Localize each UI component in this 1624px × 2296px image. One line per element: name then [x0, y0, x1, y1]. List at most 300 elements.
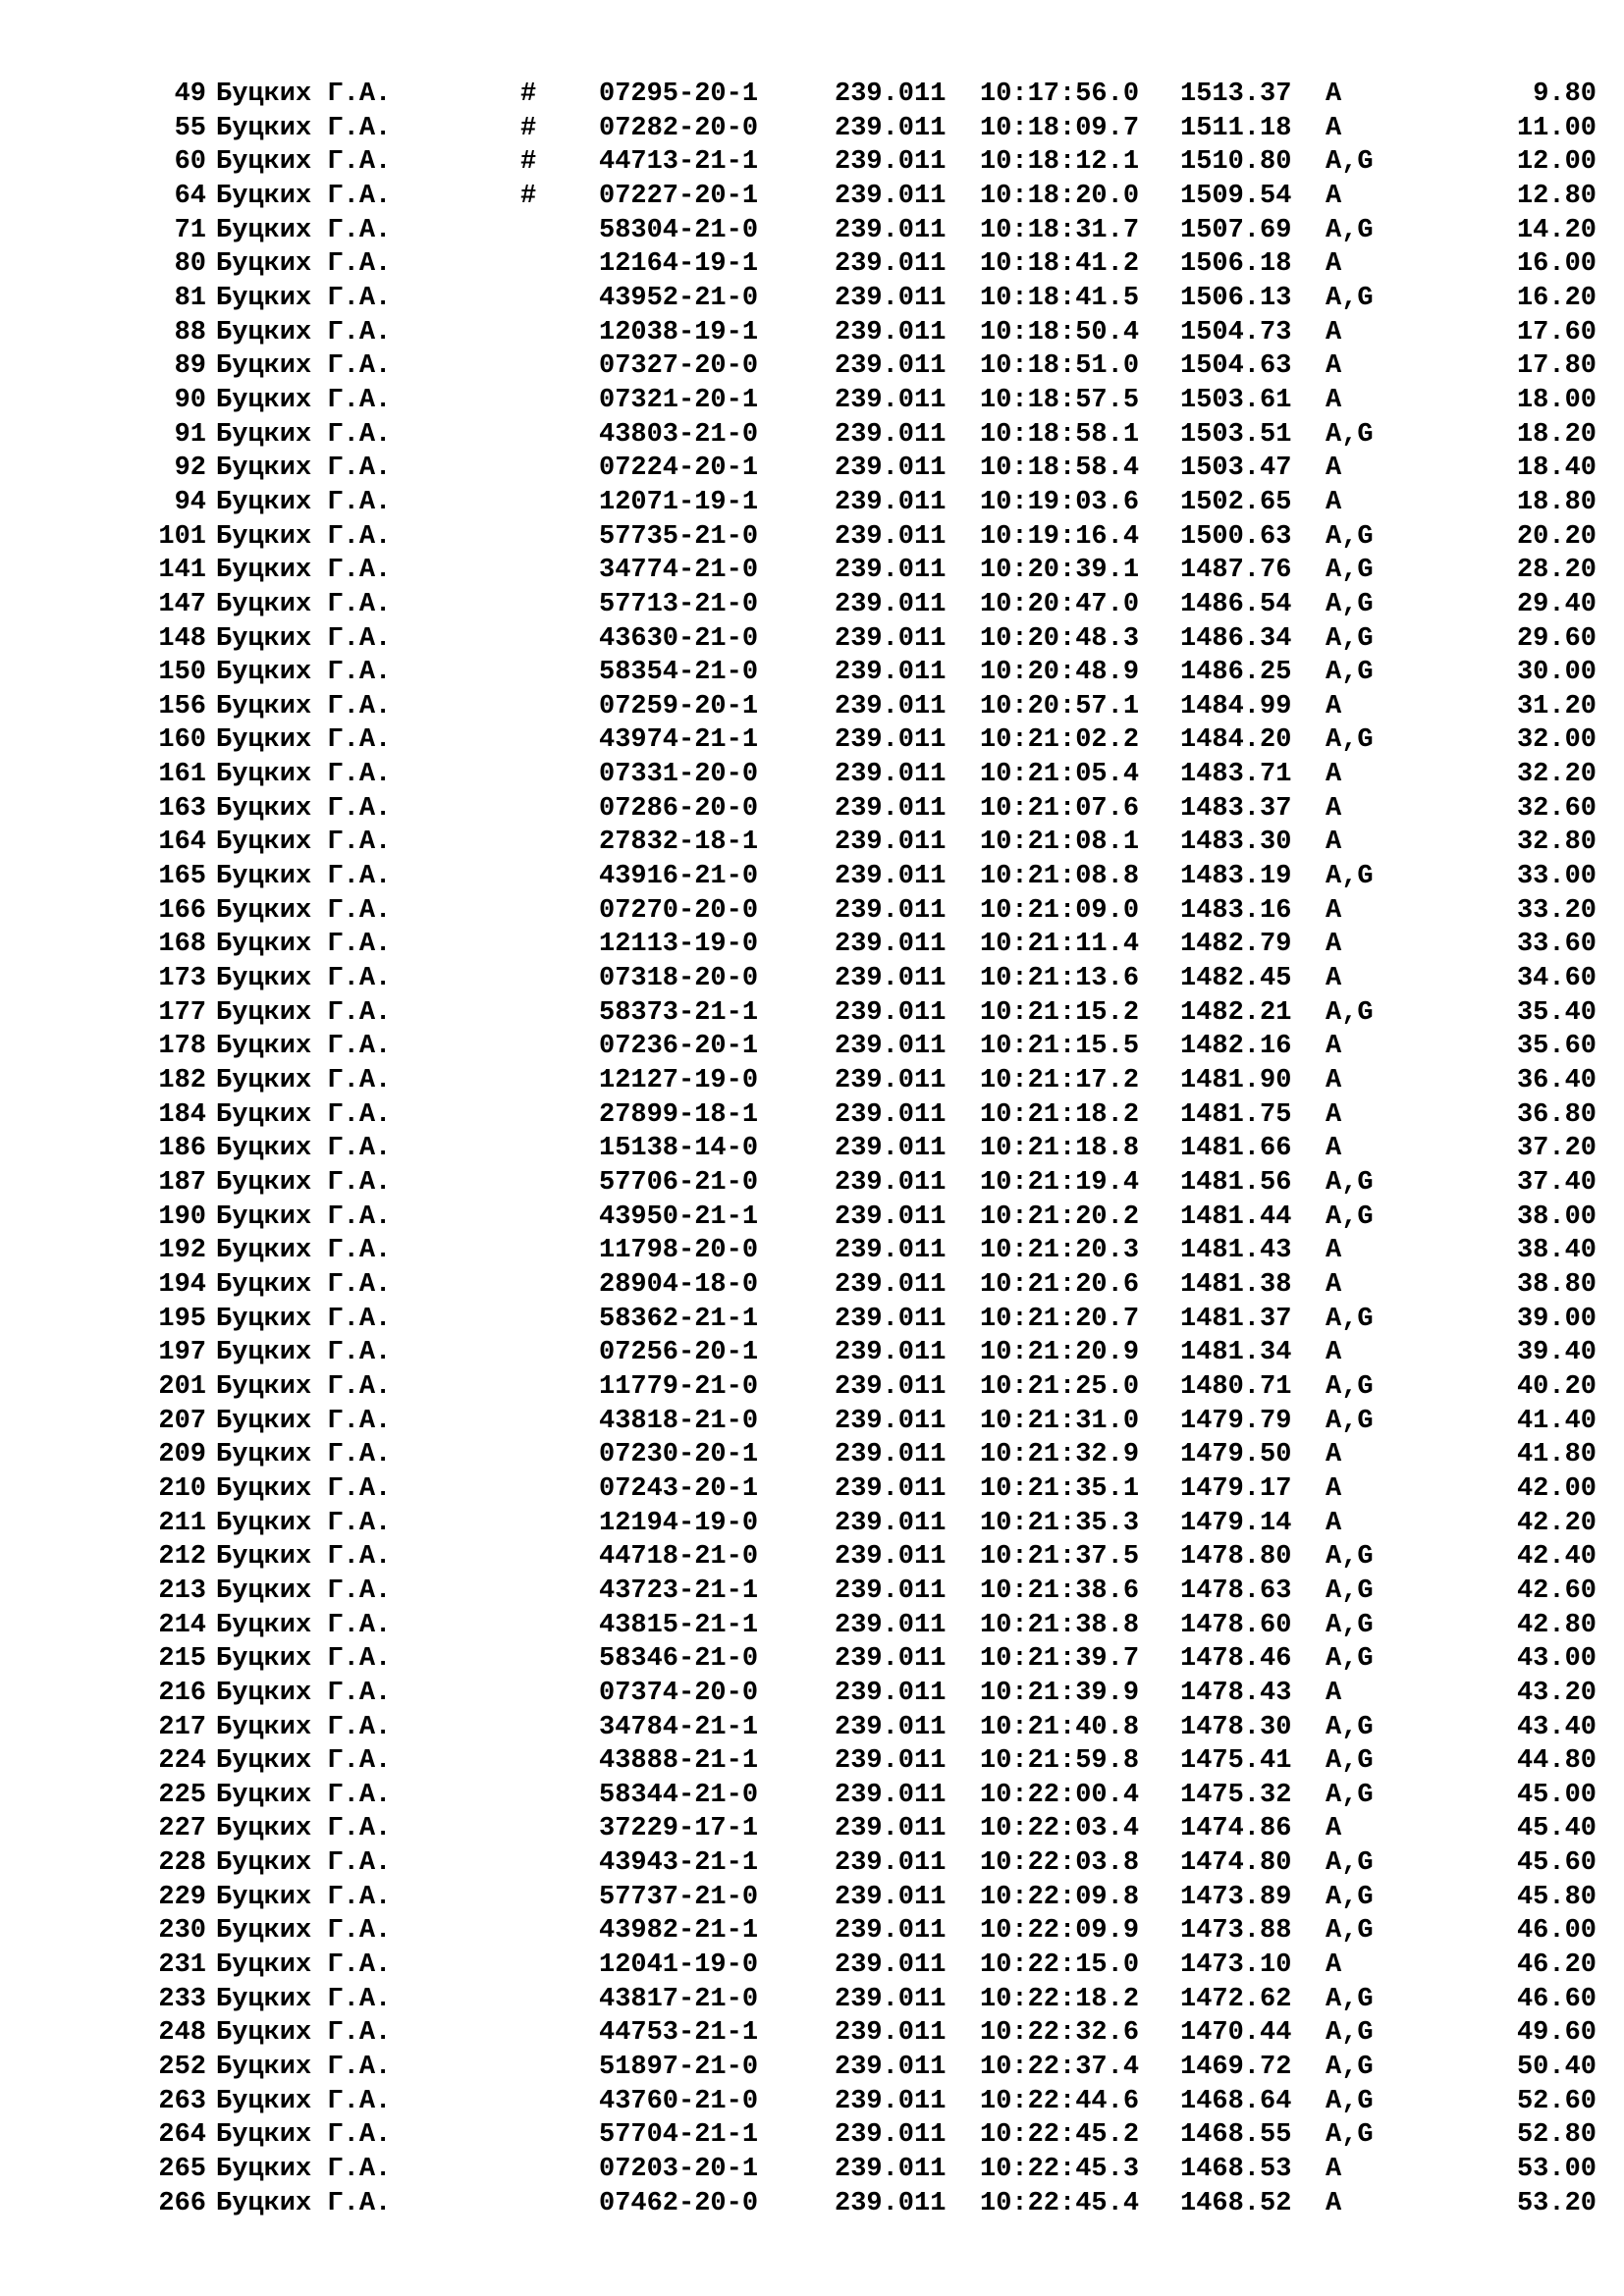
time-value: 10:18:57.5: [980, 385, 1140, 415]
row-number: 264: [158, 2120, 206, 2151]
table-row: [0, 1575, 1624, 1609]
observer-name: Буцких Г.А.: [216, 1371, 392, 1402]
flag-code: A: [1326, 2155, 1342, 2185]
time-value: 10:18:20.0: [980, 181, 1140, 211]
object-id: 43950-21-1: [599, 1201, 759, 1232]
day-value: 239.011: [835, 1610, 947, 1640]
flag-code: A,G: [1326, 862, 1374, 892]
distance-value: 38.80: [1516, 1269, 1597, 1300]
day-value: 239.011: [835, 1236, 947, 1266]
day-value: 239.011: [835, 2053, 947, 2083]
time-value: 10:21:31.0: [980, 1406, 1140, 1436]
table-row: [0, 962, 1624, 996]
hash-marker: #: [520, 113, 537, 143]
row-number: 224: [158, 1746, 206, 1777]
day-value: 239.011: [835, 1916, 947, 1947]
distance-value: 46.60: [1516, 1984, 1597, 2014]
observer-name: Буцких Г.А.: [216, 793, 392, 824]
object-id: 43817-21-0: [599, 1984, 759, 2014]
day-value: 239.011: [835, 385, 947, 415]
flag-code: A,G: [1326, 1984, 1374, 2014]
object-id: 12113-19-0: [599, 930, 759, 960]
observer-name: Буцких Г.А.: [216, 1746, 392, 1777]
row-number: 192: [158, 1236, 206, 1266]
flag-code: A: [1326, 1950, 1342, 1981]
measured-value: 1479.79: [1180, 1406, 1292, 1436]
object-id: 12164-19-1: [599, 249, 759, 280]
time-value: 10:21:11.4: [980, 930, 1140, 960]
hash-marker: #: [520, 80, 537, 109]
table-row: [0, 418, 1624, 453]
flag-code: A: [1326, 691, 1342, 721]
distance-value: 31.20: [1516, 691, 1597, 721]
measured-value: 1482.79: [1180, 930, 1292, 960]
distance-value: 35.40: [1516, 997, 1597, 1028]
measured-value: 1480.71: [1180, 1371, 1292, 1402]
observer-name: Буцких Г.А.: [216, 1304, 392, 1334]
row-number: 91: [174, 419, 206, 450]
observer-name: Буцких Г.А.: [216, 691, 392, 721]
distance-value: 14.20: [1516, 215, 1597, 245]
measured-value: 1479.14: [1180, 1508, 1292, 1538]
flag-code: A: [1326, 1338, 1342, 1368]
flag-code: A,G: [1326, 2018, 1374, 2049]
measured-value: 1478.80: [1180, 1542, 1292, 1573]
day-value: 239.011: [835, 521, 947, 552]
row-number: 148: [158, 623, 206, 654]
measured-value: 1503.47: [1180, 454, 1292, 484]
day-value: 239.011: [835, 1440, 947, 1470]
object-id: 07318-20-0: [599, 964, 759, 994]
object-id: 12038-19-1: [599, 317, 759, 347]
table-row: [0, 1812, 1624, 1846]
measured-value: 1504.73: [1180, 317, 1292, 347]
day-value: 239.011: [835, 1338, 947, 1368]
row-number: 89: [174, 351, 206, 382]
day-value: 239.011: [835, 113, 947, 143]
day-value: 239.011: [835, 215, 947, 245]
distance-value: 42.60: [1516, 1575, 1597, 1606]
row-number: 177: [158, 997, 206, 1028]
day-value: 239.011: [835, 623, 947, 654]
distance-value: 44.80: [1516, 1746, 1597, 1777]
day-value: 239.011: [835, 1201, 947, 1232]
time-value: 10:22:09.9: [980, 1916, 1140, 1947]
table-row: [0, 1234, 1624, 1268]
measured-value: 1511.18: [1180, 113, 1292, 143]
object-id: 44753-21-1: [599, 2018, 759, 2049]
day-value: 239.011: [835, 147, 947, 178]
time-value: 10:18:50.4: [980, 317, 1140, 347]
observer-name: Буцких Г.А.: [216, 454, 392, 484]
object-id: 57735-21-0: [599, 521, 759, 552]
time-value: 10:18:41.2: [980, 249, 1140, 280]
distance-value: 36.40: [1516, 1066, 1597, 1096]
row-number: 215: [158, 1644, 206, 1675]
row-number: 182: [158, 1066, 206, 1096]
flag-code: A: [1326, 1678, 1342, 1708]
distance-value: 29.60: [1516, 623, 1597, 654]
object-id: 43982-21-1: [599, 1916, 759, 1947]
time-value: 10:21:13.6: [980, 964, 1140, 994]
flag-code: A: [1326, 930, 1342, 960]
row-number: 228: [158, 1848, 206, 1879]
distance-value: 45.00: [1516, 1780, 1597, 1810]
observer-name: Буцких Г.А.: [216, 1201, 392, 1232]
object-id: 07230-20-1: [599, 1440, 759, 1470]
measured-value: 1478.30: [1180, 1712, 1292, 1742]
day-value: 239.011: [835, 760, 947, 790]
row-number: 214: [158, 1610, 206, 1640]
row-number: 227: [158, 1814, 206, 1844]
measured-value: 1507.69: [1180, 215, 1292, 245]
object-id: 43943-21-1: [599, 1848, 759, 1879]
object-id: 07327-20-0: [599, 351, 759, 382]
measured-value: 1483.37: [1180, 793, 1292, 824]
time-value: 10:21:05.4: [980, 760, 1140, 790]
distance-value: 46.00: [1516, 1916, 1597, 1947]
observer-name: Буцких Г.А.: [216, 1644, 392, 1675]
time-value: 10:21:32.9: [980, 1440, 1140, 1470]
observer-name: Буцких Г.А.: [216, 385, 392, 415]
measured-value: 1470.44: [1180, 2018, 1292, 2049]
day-value: 239.011: [835, 80, 947, 109]
row-number: 55: [174, 113, 206, 143]
object-id: 58346-21-0: [599, 1644, 759, 1675]
table-row: [0, 860, 1624, 894]
distance-value: 12.00: [1516, 147, 1597, 178]
time-value: 10:18:31.7: [980, 215, 1140, 245]
object-id: 11798-20-0: [599, 1236, 759, 1266]
time-value: 10:22:44.6: [980, 2086, 1140, 2116]
flag-code: A: [1326, 828, 1342, 858]
flag-code: A: [1326, 760, 1342, 790]
time-value: 10:22:09.8: [980, 1882, 1140, 1912]
row-number: 168: [158, 930, 206, 960]
table-row: [0, 1779, 1624, 1813]
table-row: [0, 1030, 1624, 1064]
object-id: 15138-14-0: [599, 1134, 759, 1164]
flag-code: A,G: [1326, 2120, 1374, 2151]
observer-name: Буцких Г.А.: [216, 828, 392, 858]
time-value: 10:21:17.2: [980, 1066, 1140, 1096]
object-id: 07295-20-1: [599, 80, 759, 109]
flag-code: A,G: [1326, 2053, 1374, 2083]
time-value: 10:21:39.9: [980, 1678, 1140, 1708]
time-value: 10:21:08.8: [980, 862, 1140, 892]
table-row: [0, 384, 1624, 418]
time-value: 10:22:45.2: [980, 2120, 1140, 2151]
observer-name: Буцких Г.А.: [216, 658, 392, 688]
row-number: 71: [174, 215, 206, 245]
row-number: 229: [158, 1882, 206, 1912]
measured-value: 1468.55: [1180, 2120, 1292, 2151]
object-id: 07203-20-1: [599, 2155, 759, 2185]
row-number: 147: [158, 589, 206, 619]
object-id: 43815-21-1: [599, 1610, 759, 1640]
measured-value: 1506.13: [1180, 283, 1292, 313]
measured-value: 1478.63: [1180, 1575, 1292, 1606]
time-value: 10:18:09.7: [980, 113, 1140, 143]
observer-name: Буцких Г.А.: [216, 1542, 392, 1573]
flag-code: A: [1326, 249, 1342, 280]
observer-name: Буцких Г.А.: [216, 181, 392, 211]
time-value: 10:21:15.2: [980, 997, 1140, 1028]
observer-name: Буцких Г.А.: [216, 80, 392, 109]
measured-value: 1509.54: [1180, 181, 1292, 211]
object-id: 12071-19-1: [599, 487, 759, 517]
table-row: [0, 1914, 1624, 1949]
time-value: 10:21:37.5: [980, 1542, 1140, 1573]
day-value: 239.011: [835, 1678, 947, 1708]
object-id: 43974-21-1: [599, 725, 759, 756]
measured-value: 1473.10: [1180, 1950, 1292, 1981]
time-value: 10:21:59.8: [980, 1746, 1140, 1777]
observer-name: Буцких Г.А.: [216, 147, 392, 178]
row-number: 141: [158, 556, 206, 586]
table-row: [0, 2118, 1624, 2153]
row-number: 230: [158, 1916, 206, 1947]
measured-value: 1473.88: [1180, 1916, 1292, 1947]
day-value: 239.011: [835, 1371, 947, 1402]
day-value: 239.011: [835, 1473, 947, 1504]
observer-name: Буцких Г.А.: [216, 1848, 392, 1879]
observer-name: Буцких Г.А.: [216, 1575, 392, 1606]
distance-value: 42.80: [1516, 1610, 1597, 1640]
day-value: 239.011: [835, 1542, 947, 1573]
observer-name: Буцких Г.А.: [216, 589, 392, 619]
row-number: 209: [158, 1440, 206, 1470]
row-number: 216: [158, 1678, 206, 1708]
table-row: [0, 1303, 1624, 1337]
day-value: 239.011: [835, 487, 947, 517]
measured-value: 1483.16: [1180, 895, 1292, 926]
row-number: 233: [158, 1984, 206, 2014]
observer-name: Буцких Г.А.: [216, 1168, 392, 1198]
measured-value: 1478.60: [1180, 1610, 1292, 1640]
time-value: 10:22:45.4: [980, 2188, 1140, 2218]
time-value: 10:22:45.3: [980, 2155, 1140, 2185]
flag-code: A,G: [1326, 1746, 1374, 1777]
distance-value: 32.00: [1516, 725, 1597, 756]
day-value: 239.011: [835, 725, 947, 756]
object-id: 27899-18-1: [599, 1099, 759, 1130]
measured-value: 1475.32: [1180, 1780, 1292, 1810]
observer-name: Буцких Г.А.: [216, 895, 392, 926]
time-value: 10:21:20.7: [980, 1304, 1140, 1334]
object-id: 07331-20-0: [599, 760, 759, 790]
day-value: 239.011: [835, 2018, 947, 2049]
distance-value: 49.60: [1516, 2018, 1597, 2049]
measured-value: 1486.25: [1180, 658, 1292, 688]
table-row: [0, 928, 1624, 962]
row-number: 231: [158, 1950, 206, 1981]
day-value: 239.011: [835, 895, 947, 926]
distance-value: 29.40: [1516, 589, 1597, 619]
measured-value: 1484.20: [1180, 725, 1292, 756]
observer-name: Буцких Г.А.: [216, 1406, 392, 1436]
day-value: 239.011: [835, 1780, 947, 1810]
distance-value: 28.20: [1516, 556, 1597, 586]
flag-code: A,G: [1326, 2086, 1374, 2116]
measured-value: 1481.66: [1180, 1134, 1292, 1164]
flag-code: A,G: [1326, 1201, 1374, 1232]
distance-value: 45.80: [1516, 1882, 1597, 1912]
flag-code: A: [1326, 1473, 1342, 1504]
day-value: 239.011: [835, 1882, 947, 1912]
row-number: 212: [158, 1542, 206, 1573]
flag-code: A,G: [1326, 521, 1374, 552]
object-id: 07282-20-0: [599, 113, 759, 143]
distance-value: 45.40: [1516, 1814, 1597, 1844]
object-id: 57704-21-1: [599, 2120, 759, 2151]
measured-value: 1481.56: [1180, 1168, 1292, 1198]
day-value: 239.011: [835, 1712, 947, 1742]
time-value: 10:21:15.5: [980, 1032, 1140, 1062]
day-value: 239.011: [835, 1848, 947, 1879]
time-value: 10:21:35.1: [980, 1473, 1140, 1504]
distance-value: 11.00: [1516, 113, 1597, 143]
observer-name: Буцких Г.А.: [216, 725, 392, 756]
table-row: [0, 1983, 1624, 2017]
table-row: [0, 1098, 1624, 1133]
distance-value: 16.20: [1516, 283, 1597, 313]
day-value: 239.011: [835, 1304, 947, 1334]
table-row: [0, 1405, 1624, 1439]
flag-code: A: [1326, 385, 1342, 415]
day-value: 239.011: [835, 1269, 947, 1300]
time-value: 10:21:18.2: [980, 1099, 1140, 1130]
distance-value: 39.00: [1516, 1304, 1597, 1334]
table-row: [0, 1336, 1624, 1370]
object-id: 07227-20-1: [599, 181, 759, 211]
observer-name: Буцких Г.А.: [216, 2018, 392, 2049]
object-id: 07243-20-1: [599, 1473, 759, 1504]
row-number: 178: [158, 1032, 206, 1062]
object-id: 07462-20-0: [599, 2188, 759, 2218]
table-row: [0, 1711, 1624, 1745]
object-id: 57713-21-0: [599, 589, 759, 619]
day-value: 239.011: [835, 249, 947, 280]
day-value: 239.011: [835, 691, 947, 721]
measured-value: 1503.61: [1180, 385, 1292, 415]
distance-value: 41.40: [1516, 1406, 1597, 1436]
measured-value: 1504.63: [1180, 351, 1292, 382]
time-value: 10:18:58.4: [980, 454, 1140, 484]
observer-name: Буцких Г.А.: [216, 2086, 392, 2116]
distance-value: 16.00: [1516, 249, 1597, 280]
object-id: 07259-20-1: [599, 691, 759, 721]
measured-value: 1479.50: [1180, 1440, 1292, 1470]
object-id: 37229-17-1: [599, 1814, 759, 1844]
table-row: [0, 996, 1624, 1031]
flag-code: A,G: [1326, 1916, 1374, 1947]
time-value: 10:21:38.8: [980, 1610, 1140, 1640]
day-value: 239.011: [835, 1508, 947, 1538]
observer-name: Буцких Г.А.: [216, 351, 392, 382]
flag-code: A,G: [1326, 1712, 1374, 1742]
time-value: 10:21:09.0: [980, 895, 1140, 926]
flag-code: A,G: [1326, 1304, 1374, 1334]
flag-code: A,G: [1326, 623, 1374, 654]
table-row: [0, 1507, 1624, 1541]
day-value: 239.011: [835, 964, 947, 994]
row-number: 197: [158, 1338, 206, 1368]
table-row: [0, 2085, 1624, 2119]
flag-code: A,G: [1326, 215, 1374, 245]
flag-code: A,G: [1326, 1882, 1374, 1912]
table-row: [0, 1540, 1624, 1575]
measured-value: 1484.99: [1180, 691, 1292, 721]
time-value: 10:18:41.5: [980, 283, 1140, 313]
object-id: 12041-19-0: [599, 1950, 759, 1981]
flag-code: A: [1326, 1066, 1342, 1096]
day-value: 239.011: [835, 351, 947, 382]
table-row: [0, 656, 1624, 690]
row-number: 60: [174, 147, 206, 178]
observer-name: Буцких Г.А.: [216, 1712, 392, 1742]
row-number: 263: [158, 2086, 206, 2116]
observer-name: Буцких Г.А.: [216, 1814, 392, 1844]
measured-value: 1486.54: [1180, 589, 1292, 619]
row-number: 163: [158, 793, 206, 824]
object-id: 58362-21-1: [599, 1304, 759, 1334]
measured-value: 1478.46: [1180, 1644, 1292, 1675]
measured-value: 1487.76: [1180, 556, 1292, 586]
row-number: 166: [158, 895, 206, 926]
distance-value: 43.20: [1516, 1678, 1597, 1708]
day-value: 239.011: [835, 1099, 947, 1130]
table-row: [0, 1949, 1624, 1983]
distance-value: 38.40: [1516, 1236, 1597, 1266]
object-id: 12127-19-0: [599, 1066, 759, 1096]
table-row: [0, 2051, 1624, 2085]
day-value: 239.011: [835, 658, 947, 688]
row-number: 101: [158, 521, 206, 552]
flag-code: A: [1326, 1236, 1342, 1266]
table-row: [0, 214, 1624, 248]
flag-code: A: [1326, 2188, 1342, 2218]
observer-name: Буцких Г.А.: [216, 1032, 392, 1062]
time-value: 10:21:20.3: [980, 1236, 1140, 1266]
table-row: [0, 792, 1624, 827]
flag-code: A: [1326, 1269, 1342, 1300]
row-number: 156: [158, 691, 206, 721]
measured-value: 1474.86: [1180, 1814, 1292, 1844]
observer-name: Буцких Г.А.: [216, 521, 392, 552]
observer-name: Буцких Г.А.: [216, 623, 392, 654]
measured-value: 1468.53: [1180, 2155, 1292, 2185]
row-number: 173: [158, 964, 206, 994]
row-number: 160: [158, 725, 206, 756]
table-row: [0, 1642, 1624, 1677]
time-value: 10:21:39.7: [980, 1644, 1140, 1675]
day-value: 239.011: [835, 793, 947, 824]
day-value: 239.011: [835, 1032, 947, 1062]
table-row: [0, 1064, 1624, 1098]
measured-value: 1483.71: [1180, 760, 1292, 790]
distance-value: 41.80: [1516, 1440, 1597, 1470]
object-id: 57737-21-0: [599, 1882, 759, 1912]
row-number: 225: [158, 1780, 206, 1810]
distance-value: 18.40: [1516, 454, 1597, 484]
object-id: 44718-21-0: [599, 1542, 759, 1573]
day-value: 239.011: [835, 283, 947, 313]
distance-value: 32.20: [1516, 760, 1597, 790]
table-row: [0, 1677, 1624, 1711]
row-number: 265: [158, 2155, 206, 2185]
object-id: 43888-21-1: [599, 1746, 759, 1777]
